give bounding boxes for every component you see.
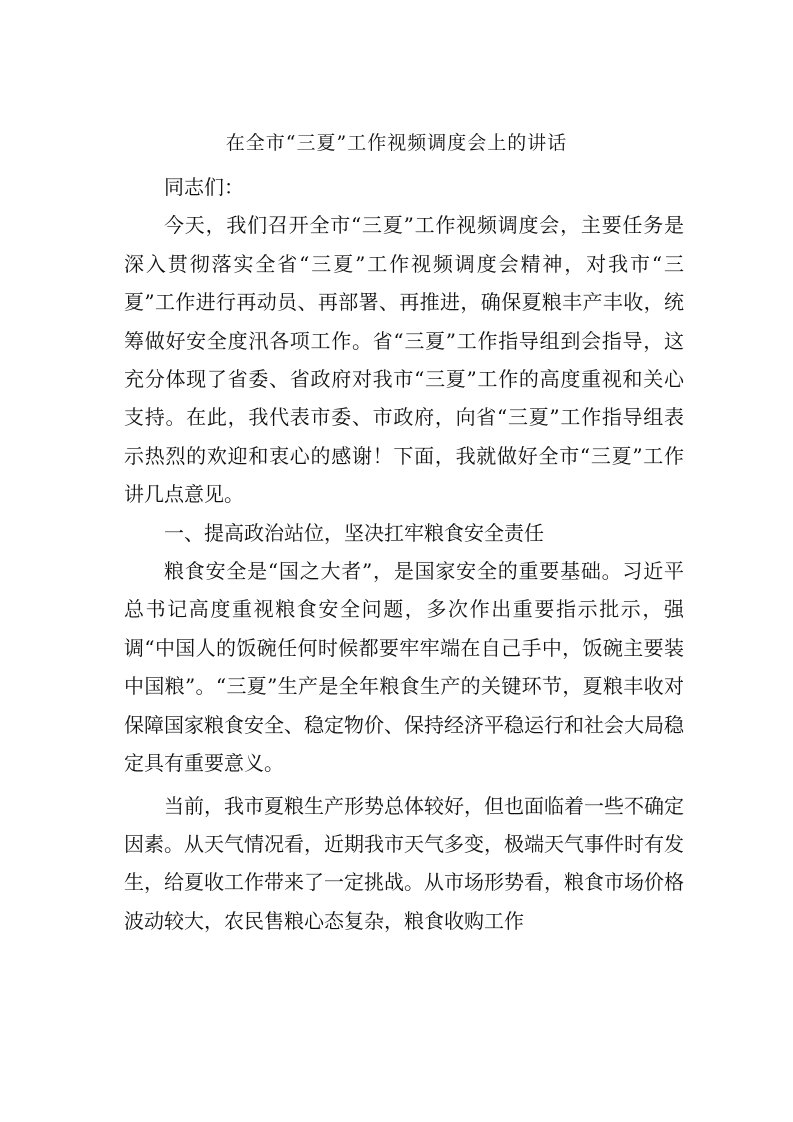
document-body (124, 168, 684, 940)
paragraph-intro: 今天，我们召开全市“三夏”工作视频调度会，主要任务是深入贯彻落实全省“三夏”工作视频调度会精神，对我市“三夏”工作进行再动员、再部署、再推进，确保夏粮丰产丰收，统筹做好安全度汛各项工作。省“三夏”工作指导组到会指导，这充分体现了省委、省政府对我市“三夏”工作的高度重视和关心支持。在此，我代表市委、市政府，向省“三夏”工作指导组表示热烈的欢迎和衷心的感谢！下面，我就做好全市“三夏”工作讲几点意见。 (124, 213, 684, 507)
paragraph-current-situation: 当前，我市夏粮生产形势总体较好，但也面临着一些不确定因素。从天气情况看，近期我市天气多变，极端天气事件时有发生，给夏收工作带来了一定挑战。从市场形势看，粮食市场价格波动较大，农民售粮心态复杂，粮食收购工作 (124, 793, 684, 933)
paragraph-food-security: 粮食安全是“国之大者”，是国家安全的重要基础。习近平总书记高度重视粮食安全问题，多次作出重要指示批示，强调“中国人的饭碗任何时候都要牢牢端在自己手中，饭碗主要装中国粮”。“三夏”生产是全年粮食生产的关键环节，夏粮丰收对保障国家粮食安全、稳定物价、保持经济平稳运行和社会大局稳定具有重要意义。 (124, 559, 684, 776)
section-heading-1: 一、提高政治站位，坚决扛牢粮食安全责任 (164, 520, 544, 545)
salutation: 同志们： (164, 175, 244, 199)
document-title: 在全市“三夏”工作视频调度会上的讲话 (225, 132, 568, 154)
